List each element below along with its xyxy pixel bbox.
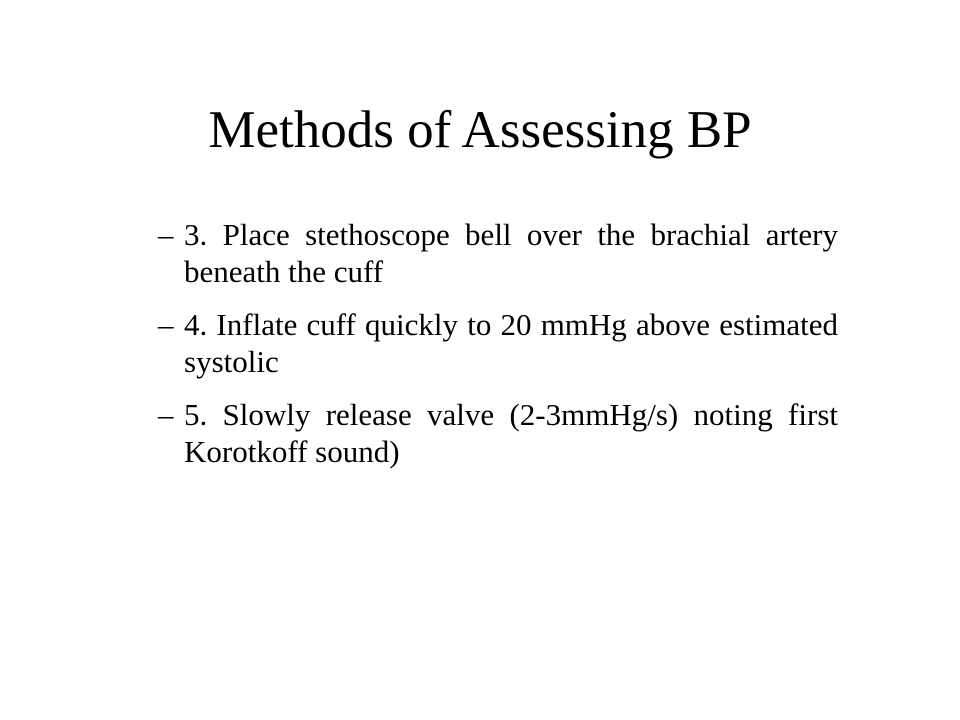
bullet-list xyxy=(158,216,838,486)
bullet-dash: – xyxy=(158,397,174,432)
bullet-item xyxy=(158,216,838,290)
bullet-text: 4. Inflate cuff quickly to 20 mmHg above estimated systolic xyxy=(184,307,838,379)
bullet-dash: – xyxy=(158,307,174,342)
slide-title: Methods of Assessing BP xyxy=(208,101,752,159)
bullet-text: 5. Slowly release valve (2-3mmHg/s) noting first Korotkoff sound) xyxy=(184,397,838,469)
bullet-item xyxy=(158,306,838,380)
bullet-dash: – xyxy=(158,217,174,252)
bullet-text: 3. Place stethoscope bell over the brachial artery beneath the cuff xyxy=(184,217,838,289)
bullet-item xyxy=(158,396,838,470)
